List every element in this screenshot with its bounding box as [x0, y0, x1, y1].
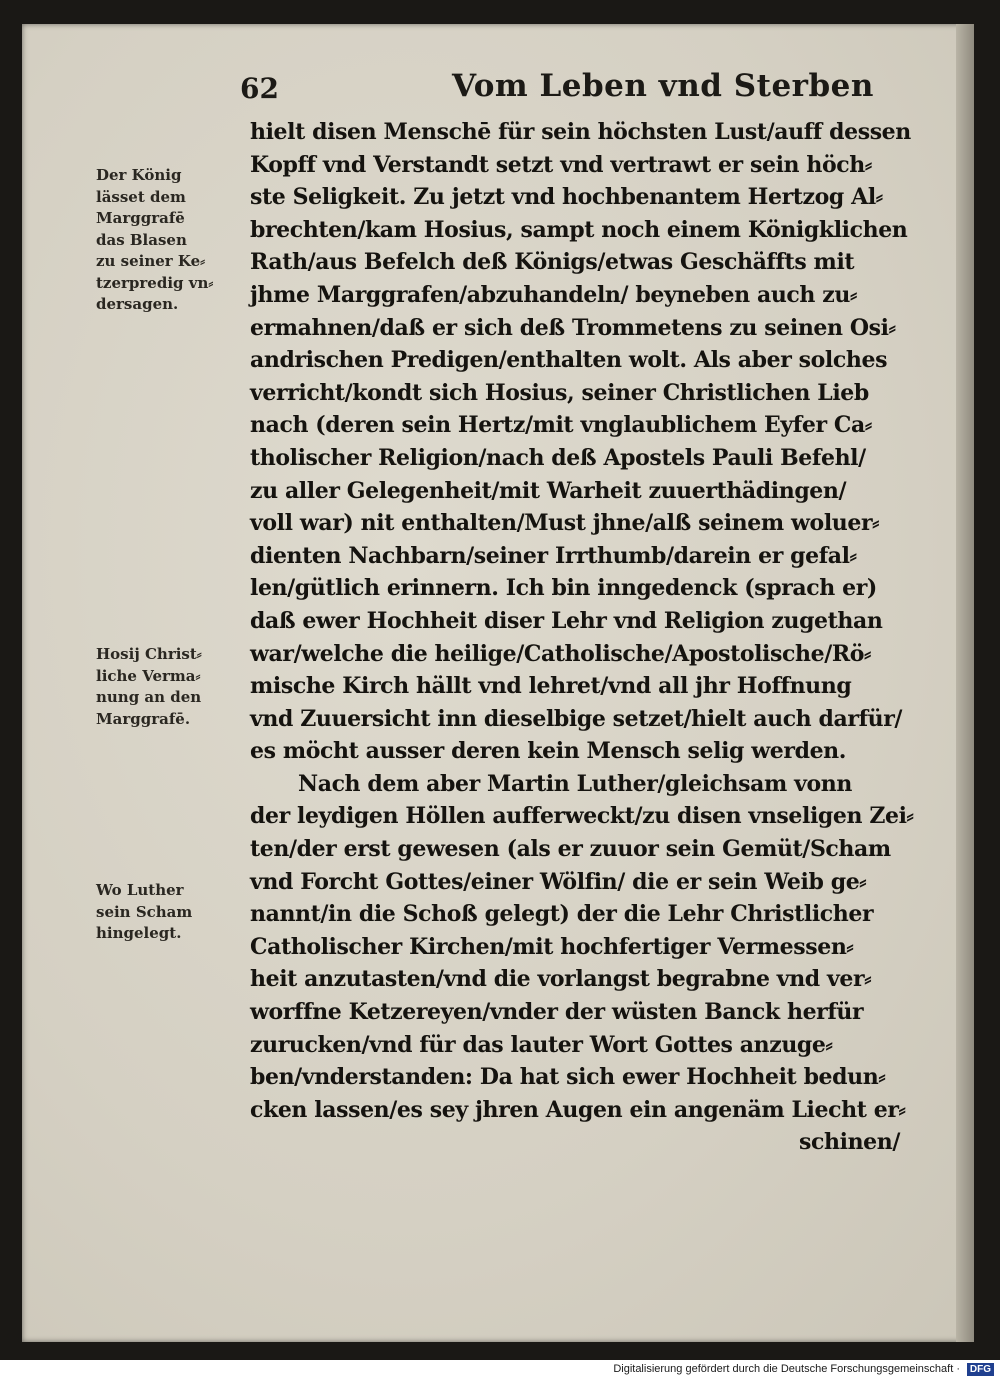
- text-line: zurucken/vnd für das lauter Wort Gottes anzuge⸗: [250, 1031, 833, 1058]
- text-line: Rath/aus Befelch deß Königs/etwas Geschäffts mit: [250, 249, 855, 276]
- text-line: len/gütlich erinnern. Ich bin inngedenck (sprach er): [250, 575, 877, 602]
- margin-note-line: das Blasen: [96, 230, 187, 249]
- text-line: ten/der erst gewesen (als er zuuor sein Gemüt/Scham: [250, 836, 891, 863]
- text-line: heit anzutasten/vnd die vorlangst begrabne vnd ver⸗: [250, 966, 872, 993]
- text-line: Catholischer Kirchen/mit hochfertiger Vermessen⸗: [250, 933, 854, 960]
- text-line: Nach dem aber Martin Luther/gleichsam vonn: [298, 770, 852, 797]
- text-line: ben/vnderstanden: Da hat sich ewer Hochheit bedun⸗: [250, 1064, 886, 1091]
- text-line: worffne Ketzereyen/vnder der wüsten Banck herfür: [250, 999, 864, 1026]
- text-line: jhme Marggrafen/abzuhandeln/ beyneben auch zu⸗: [250, 281, 857, 308]
- margin-note-line: Hosij Christ⸗: [96, 645, 202, 663]
- margin-note-line: hingelegt.: [96, 924, 182, 942]
- margin-note-line: Marggrafē.: [96, 709, 191, 728]
- text-line: ermahnen/daß er sich deß Trommetens zu seinen Osi⸗: [250, 314, 896, 341]
- margin-note-line: liche Verma⸗: [96, 666, 201, 685]
- margin-note-line: Der König: [96, 166, 182, 184]
- text-line: schinen/: [799, 1129, 900, 1156]
- text-line: der leydigen Höllen aufferweckt/zu disen vnseligen Zei⸗: [250, 803, 914, 830]
- text-line: voll war) nit enthalten/Must jhne/alß seinem woluer⸗: [250, 510, 880, 537]
- text-line: cken lassen/es sey jhren Augen ein angenäm Liecht er⸗: [250, 1096, 906, 1123]
- margin-note-line: zu seiner Ke⸗: [96, 252, 206, 270]
- running-head-title: Vom Leben vnd Sterben: [452, 68, 874, 104]
- text-line: hielt disen Menschē für sein höchsten Lust/auff dessen: [250, 119, 911, 145]
- text-line: daß ewer Hochheit diser Lehr vnd Religion zugethan: [250, 607, 883, 634]
- text-line: verricht/kondt sich Hosius, seiner Christlichen Lieb: [250, 379, 869, 406]
- text-line: nach (deren sein Hertz/mit vnglaublichem Eyfer Ca⸗: [250, 412, 872, 439]
- text-line: nannt/in die Schoß gelegt) der die Lehr Christlicher: [250, 901, 874, 928]
- text-line: war/welche die heilige/Catholische/Apostolische/Rö⸗: [250, 640, 871, 667]
- text-line: dienten Nachbarn/seiner Irrthumb/darein er gefal⸗: [250, 542, 857, 569]
- margin-note: [96, 165, 246, 316]
- text-line: Kopff vnd Verstandt setzt vnd vertrawt er sein höch⸗: [250, 151, 872, 178]
- margin-note-line: tzerpredig vn⸗: [96, 273, 214, 292]
- dfg-logo-icon: DFG: [967, 1363, 994, 1376]
- page-edge: [956, 24, 974, 1342]
- text-line: andrischen Predigen/enthalten wolt. Als aber solches: [250, 347, 888, 374]
- margin-note-line: dersagen.: [96, 295, 179, 313]
- margin-note-line: lässet dem: [96, 187, 186, 206]
- text-line: brechten/kam Hosius, sampt noch einem Königklichen: [250, 216, 908, 243]
- margin-note-line: Wo Luther: [96, 881, 184, 899]
- margin-note-line: sein Scham: [96, 902, 193, 921]
- body-text: [250, 116, 950, 1159]
- text-line: vnd Forcht Gottes/einer Wölfin/ die er sein Weib ge⸗: [250, 868, 867, 895]
- funding-notice: Digitalisierung gefördert durch die Deutsche Forschungsgemeinschaft ·: [613, 1363, 960, 1375]
- footer-bar: [0, 1360, 1000, 1380]
- margin-note: [96, 644, 246, 730]
- text-line: ste Seligkeit. Zu jetzt vnd hochbenantem Hertzog Al⸗: [250, 184, 883, 211]
- margin-note-line: Marggrafē: [96, 209, 185, 227]
- running-head: [22, 68, 974, 108]
- page-number: 62: [240, 72, 279, 105]
- text-line: es möcht ausser deren kein Mensch selig werden.: [250, 738, 847, 765]
- margin-note: [96, 880, 246, 945]
- text-line: zu aller Gelegenheit/mit Warheit zuuerthädingen/: [250, 477, 847, 504]
- text-line: tholischer Religion/nach deß Apostels Pauli Befehl/: [250, 444, 866, 471]
- text-line: mische Kirch hällt vnd lehret/vnd all jhr Hoffnung: [250, 673, 852, 700]
- text-line: vnd Zuuersicht inn dieselbige setzet/hielt auch darfür/: [250, 705, 903, 732]
- margin-note-line: nung an den: [96, 688, 202, 706]
